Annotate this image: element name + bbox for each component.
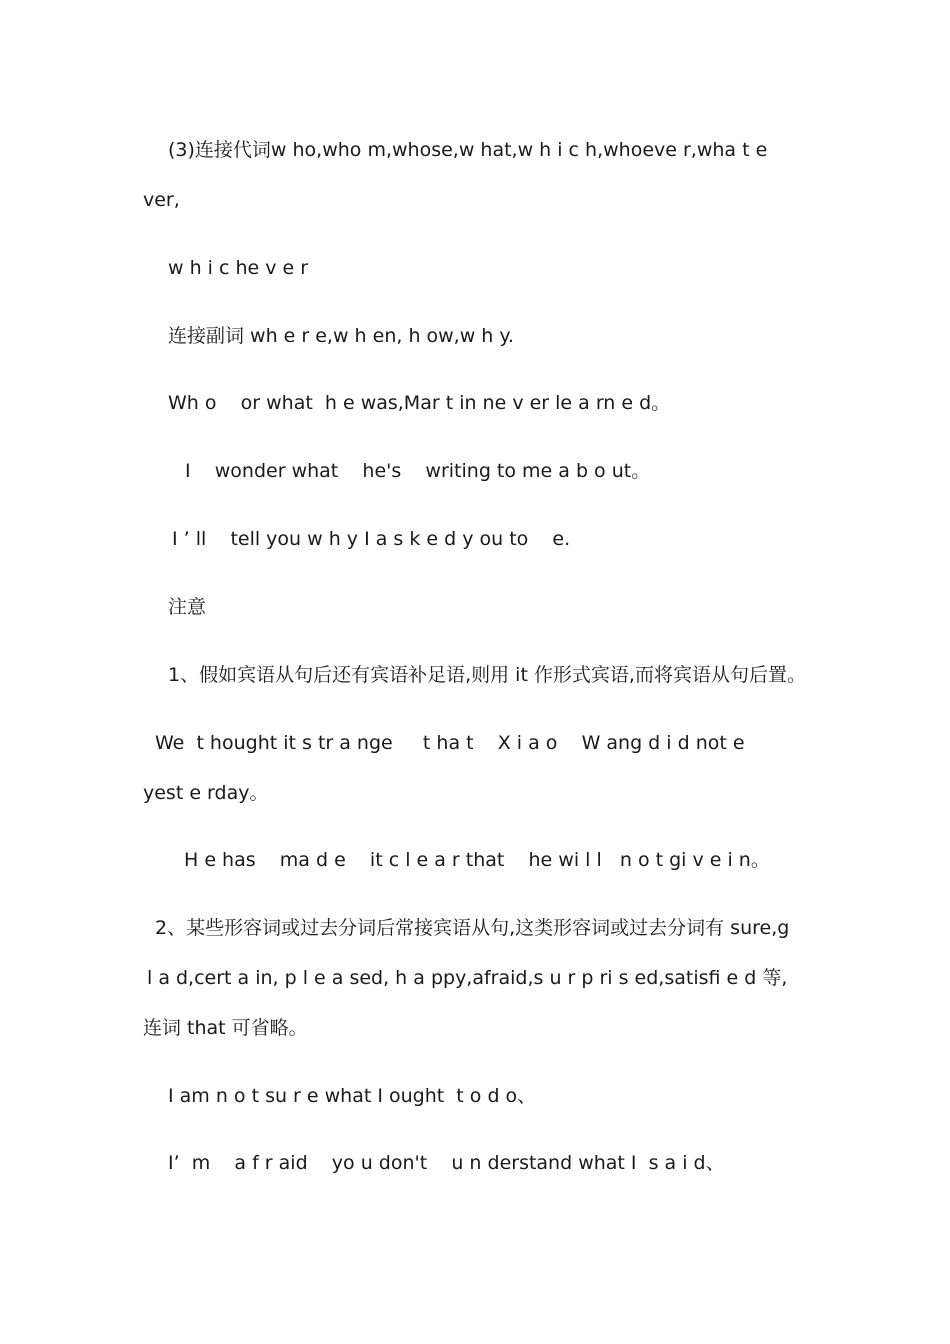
text-line: 连词 that 可省略。 <box>143 1017 308 1039</box>
text-line: 连接副词 wh e r e,w h en, h ow,w h y. <box>168 325 514 347</box>
text-line: yest e rday。 <box>143 782 269 804</box>
text-line: ver, <box>143 189 180 211</box>
text-line: I am n o t su r e what I ought t o d o、 <box>168 1085 537 1107</box>
text-line: Wh o or what h e was,Mar t in ne v er le a rn e d。 <box>168 392 671 414</box>
text-line: H e has ma d e it c l e a r that he wi l l n o t gi v e i n。 <box>184 849 770 871</box>
text-line: l a d,cert a in, p l e a sed, h a ppy,afraid,s u r p ri s ed,satisfi e d 等, <box>147 967 788 989</box>
text-line: w h i c he v e r <box>168 257 309 279</box>
section-label: 注意 <box>168 596 207 618</box>
text-line: I’ m a f r aid yo u don't u n derstand what I s a i d、 <box>168 1152 725 1174</box>
text-line: We t hought it s tr a nge t ha t X i a o W ang d i d not e <box>155 732 745 754</box>
text-line: I wonder what he's writing to me a b o ut。 <box>185 460 651 482</box>
text-line: (3)连接代词w ho,who m,whose,w hat,w h i c h,whoeve r,wha t e <box>168 139 768 161</box>
text-line: 2、某些形容词或过去分词后常接宾语从句,这类形容词或过去分词有 sure,g <box>155 917 790 939</box>
text-line: I ’ ll tell you w h y I a s k e d y ou to e. <box>172 528 571 550</box>
text-line: 1、假如宾语从句后还有宾语补足语,则用 it 作形式宾语,而将宾语从句后置。 <box>168 664 806 686</box>
